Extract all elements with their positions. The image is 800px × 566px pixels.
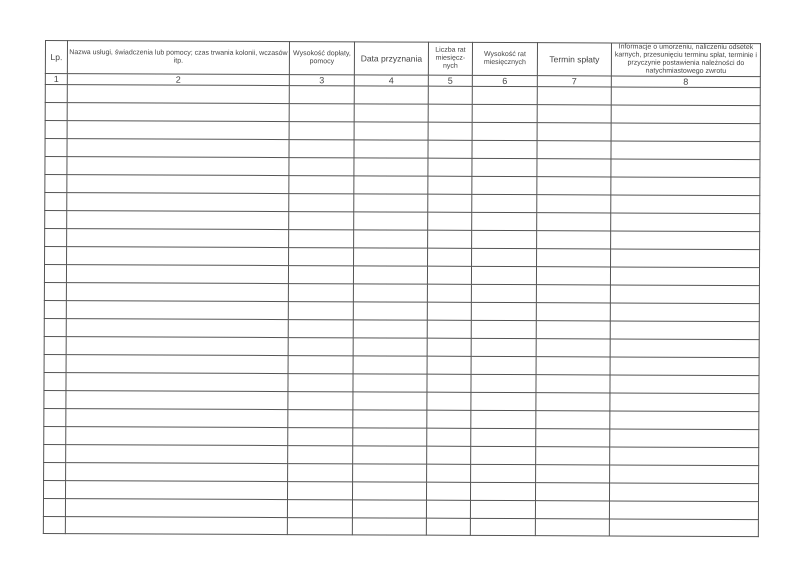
table-cell[interactable] bbox=[537, 195, 611, 213]
table-cell[interactable] bbox=[610, 357, 759, 376]
table-cell[interactable] bbox=[352, 482, 426, 500]
table-cell[interactable] bbox=[289, 122, 354, 140]
table-cell[interactable] bbox=[610, 303, 759, 322]
table-cell[interactable] bbox=[471, 338, 536, 356]
table-cell[interactable] bbox=[354, 158, 428, 176]
table-cell[interactable] bbox=[353, 320, 427, 338]
table-cell[interactable] bbox=[471, 464, 536, 482]
table-cell[interactable] bbox=[67, 139, 289, 158]
table-row bbox=[43, 516, 758, 536]
table-cell[interactable] bbox=[536, 285, 610, 303]
table-cell[interactable] bbox=[353, 428, 427, 446]
table-cell[interactable] bbox=[471, 302, 536, 320]
table-cell[interactable] bbox=[44, 336, 66, 354]
blank-rows bbox=[43, 85, 760, 537]
table-cell[interactable] bbox=[66, 373, 288, 392]
table-cell[interactable] bbox=[352, 500, 426, 518]
table-cell[interactable] bbox=[537, 123, 611, 141]
table-cell[interactable] bbox=[471, 320, 536, 338]
table-cell[interactable] bbox=[353, 392, 427, 410]
table-cell[interactable] bbox=[427, 464, 471, 482]
table-cell[interactable] bbox=[66, 427, 288, 446]
table-cell[interactable] bbox=[610, 465, 759, 484]
table-cell[interactable] bbox=[472, 194, 537, 212]
table-cell[interactable] bbox=[65, 517, 287, 535]
table-cell[interactable] bbox=[471, 266, 536, 284]
table-cell[interactable] bbox=[427, 392, 471, 410]
column-number: 4 bbox=[354, 75, 428, 86]
column-number: 1 bbox=[45, 74, 67, 85]
table-cell[interactable] bbox=[611, 195, 760, 214]
header-grant-date: Data przyznania bbox=[354, 42, 428, 75]
table-cell[interactable] bbox=[44, 462, 66, 480]
table-cell[interactable] bbox=[289, 230, 354, 248]
table-cell[interactable] bbox=[535, 501, 609, 519]
table-cell[interactable] bbox=[536, 339, 610, 357]
table-cell[interactable] bbox=[472, 212, 537, 230]
table-cell[interactable] bbox=[288, 284, 353, 302]
table-cell[interactable] bbox=[537, 87, 611, 105]
table-cell[interactable] bbox=[67, 211, 289, 230]
table-cell[interactable] bbox=[428, 230, 472, 248]
table-cell[interactable] bbox=[537, 213, 611, 231]
table-cell[interactable] bbox=[610, 267, 759, 286]
table-cell[interactable] bbox=[353, 284, 427, 302]
table-cell[interactable] bbox=[288, 464, 353, 482]
table-cell[interactable] bbox=[45, 121, 67, 139]
table-cell[interactable] bbox=[67, 229, 289, 248]
table-cell[interactable] bbox=[427, 284, 471, 302]
table-cell[interactable] bbox=[45, 175, 67, 193]
column-number: 5 bbox=[428, 75, 472, 86]
table-cell[interactable] bbox=[66, 445, 288, 464]
table-cell[interactable] bbox=[66, 283, 288, 302]
table-cell[interactable] bbox=[67, 247, 289, 266]
table-cell[interactable] bbox=[289, 86, 354, 104]
table-cell[interactable] bbox=[45, 193, 67, 211]
header-repayment-date: Termin spłaty bbox=[537, 43, 611, 76]
table-cell[interactable] bbox=[287, 500, 352, 518]
table-cell[interactable] bbox=[289, 194, 354, 212]
table-cell[interactable] bbox=[427, 428, 471, 446]
table-cell[interactable] bbox=[354, 230, 428, 248]
table-cell[interactable] bbox=[354, 104, 428, 122]
table-cell[interactable] bbox=[67, 85, 289, 104]
table-cell[interactable] bbox=[471, 410, 536, 428]
table-cell[interactable] bbox=[428, 104, 472, 122]
table-cell[interactable] bbox=[288, 320, 353, 338]
table-cell[interactable] bbox=[610, 285, 759, 304]
column-number: 7 bbox=[537, 76, 611, 87]
table-cell[interactable] bbox=[428, 248, 472, 266]
table-cell[interactable] bbox=[471, 284, 536, 302]
table-cell[interactable] bbox=[45, 85, 67, 103]
table-cell[interactable] bbox=[537, 231, 611, 249]
header-installment-count: Liczba rat miesięcz- nych bbox=[428, 42, 472, 75]
header-lp: Lp. bbox=[45, 41, 67, 74]
table-cell[interactable] bbox=[536, 411, 610, 429]
table-cell[interactable] bbox=[288, 428, 353, 446]
table-cell[interactable] bbox=[288, 392, 353, 410]
table-cell[interactable] bbox=[66, 391, 288, 410]
table-cell[interactable] bbox=[611, 159, 760, 178]
table-cell[interactable] bbox=[427, 374, 471, 392]
table-cell[interactable] bbox=[353, 374, 427, 392]
table-cell[interactable] bbox=[65, 481, 287, 500]
header-service-name: Nazwa usługi, świadczenia lub pomocy; czas trwania kolonii, wczasów itp. bbox=[67, 41, 289, 75]
table-cell[interactable] bbox=[426, 518, 470, 535]
table-cell[interactable] bbox=[289, 104, 354, 122]
table-cell[interactable] bbox=[472, 158, 537, 176]
table-cell[interactable] bbox=[610, 447, 759, 466]
table-cell[interactable] bbox=[472, 248, 537, 266]
table-cell[interactable] bbox=[428, 176, 472, 194]
table-cell[interactable] bbox=[354, 140, 428, 158]
table-cell[interactable] bbox=[353, 464, 427, 482]
table-cell[interactable] bbox=[537, 105, 611, 123]
table-cell[interactable] bbox=[66, 463, 288, 482]
table-cell[interactable] bbox=[66, 319, 288, 338]
table-cell[interactable] bbox=[427, 302, 471, 320]
table-cell[interactable] bbox=[288, 410, 353, 428]
table-cell[interactable] bbox=[65, 499, 287, 518]
header-installment-amount: Wysokość rat miesięcznych bbox=[472, 42, 537, 75]
table-cell[interactable] bbox=[470, 500, 535, 518]
header-remarks: Informacje o umorzeniu, naliczeniu odsetek karnych, przesunięciu terminu spłat, terminie i przyczynie postawienia należności do natychmiastowego zwrotu bbox=[611, 43, 760, 77]
table-cell[interactable] bbox=[611, 249, 760, 268]
table-cell[interactable] bbox=[353, 356, 427, 374]
table-cell[interactable] bbox=[44, 282, 66, 300]
table-cell[interactable] bbox=[610, 429, 759, 448]
table-cell[interactable] bbox=[66, 265, 288, 284]
table-cell[interactable] bbox=[537, 177, 611, 195]
table-cell[interactable] bbox=[611, 213, 760, 232]
table-cell[interactable] bbox=[427, 320, 471, 338]
table-cell[interactable] bbox=[535, 483, 609, 501]
table-cell[interactable] bbox=[354, 194, 428, 212]
table-cell[interactable] bbox=[354, 212, 428, 230]
table-cell[interactable] bbox=[536, 393, 610, 411]
table-cell[interactable] bbox=[45, 103, 67, 121]
table-cell[interactable] bbox=[471, 428, 536, 446]
table-cell[interactable] bbox=[471, 392, 536, 410]
column-number: 8 bbox=[611, 76, 760, 88]
table-cell[interactable] bbox=[66, 409, 288, 428]
table-cell[interactable] bbox=[610, 321, 759, 340]
table-cell[interactable] bbox=[428, 122, 472, 140]
table-cell[interactable] bbox=[472, 86, 537, 104]
table-cell[interactable] bbox=[537, 249, 611, 267]
column-number: 2 bbox=[67, 74, 289, 86]
table-cell[interactable] bbox=[471, 374, 536, 392]
column-number: 6 bbox=[472, 75, 537, 86]
table-cell[interactable] bbox=[537, 141, 611, 159]
table-cell[interactable] bbox=[537, 159, 611, 177]
table-cell[interactable] bbox=[536, 303, 610, 321]
table-cell[interactable] bbox=[428, 158, 472, 176]
table-cell[interactable] bbox=[353, 338, 427, 356]
table-cell[interactable] bbox=[353, 410, 427, 428]
table-cell[interactable] bbox=[610, 375, 759, 394]
loan-register-table bbox=[43, 40, 761, 537]
table-cell[interactable] bbox=[44, 426, 66, 444]
table-cell[interactable] bbox=[472, 104, 537, 122]
table-cell[interactable] bbox=[288, 266, 353, 284]
table-cell[interactable] bbox=[610, 339, 759, 358]
table-cell[interactable] bbox=[353, 302, 427, 320]
table-cell[interactable] bbox=[43, 498, 65, 516]
table-cell[interactable] bbox=[66, 355, 288, 374]
table-cell[interactable] bbox=[44, 408, 66, 426]
table-cell[interactable] bbox=[44, 318, 66, 336]
table-cell[interactable] bbox=[536, 321, 610, 339]
table-cell[interactable] bbox=[470, 518, 535, 535]
table-cell[interactable] bbox=[611, 87, 760, 106]
table-cell[interactable] bbox=[289, 176, 354, 194]
table-cell[interactable] bbox=[536, 267, 610, 285]
table-cell[interactable] bbox=[611, 123, 760, 142]
table-cell[interactable] bbox=[354, 86, 428, 104]
table-cell[interactable] bbox=[354, 122, 428, 140]
table-cell[interactable] bbox=[427, 446, 471, 464]
table-cell[interactable] bbox=[472, 176, 537, 194]
table-cell[interactable] bbox=[44, 372, 66, 390]
table-cell[interactable] bbox=[610, 393, 759, 412]
table-cell[interactable] bbox=[45, 247, 67, 265]
table-cell[interactable] bbox=[287, 518, 352, 535]
table-cell[interactable] bbox=[44, 354, 66, 372]
table-cell[interactable] bbox=[536, 465, 610, 483]
table-cell[interactable] bbox=[609, 483, 758, 502]
header-row bbox=[45, 41, 760, 77]
table-cell[interactable] bbox=[472, 230, 537, 248]
table-cell[interactable] bbox=[67, 121, 289, 140]
table-cell[interactable] bbox=[67, 193, 289, 212]
table-cell[interactable] bbox=[427, 356, 471, 374]
table-cell[interactable] bbox=[43, 516, 65, 533]
table-cell[interactable] bbox=[472, 122, 537, 140]
table-cell[interactable] bbox=[44, 390, 66, 408]
table-cell[interactable] bbox=[44, 444, 66, 462]
table-cell[interactable] bbox=[428, 86, 472, 104]
table-cell[interactable] bbox=[353, 266, 427, 284]
table-cell[interactable] bbox=[289, 140, 354, 158]
table-cell[interactable] bbox=[45, 229, 67, 247]
table-cell[interactable] bbox=[289, 158, 354, 176]
table-cell[interactable] bbox=[471, 356, 536, 374]
table-cell[interactable] bbox=[427, 410, 471, 428]
table-cell[interactable] bbox=[609, 519, 758, 537]
table-cell[interactable] bbox=[44, 300, 66, 318]
table-cell[interactable] bbox=[353, 446, 427, 464]
table-cell[interactable] bbox=[67, 103, 289, 122]
table-cell[interactable] bbox=[611, 105, 760, 124]
table-cell[interactable] bbox=[536, 357, 610, 375]
table-cell[interactable] bbox=[428, 140, 472, 158]
header-amount: Wysokość dopłaty, pomocy bbox=[289, 42, 354, 75]
table-cell[interactable] bbox=[45, 211, 67, 229]
table-cell[interactable] bbox=[471, 446, 536, 464]
table-cell[interactable] bbox=[427, 266, 471, 284]
table-cell[interactable] bbox=[470, 482, 535, 500]
column-number: 3 bbox=[289, 75, 354, 86]
table-cell[interactable] bbox=[427, 338, 471, 356]
table-cell[interactable] bbox=[472, 140, 537, 158]
table-cell[interactable] bbox=[44, 265, 66, 283]
table-cell[interactable] bbox=[67, 157, 289, 176]
table-cell[interactable] bbox=[536, 447, 610, 465]
table-cell[interactable] bbox=[288, 338, 353, 356]
table-cell[interactable] bbox=[611, 141, 760, 160]
table-cell[interactable] bbox=[288, 446, 353, 464]
table-cell[interactable] bbox=[611, 177, 760, 196]
table-cell[interactable] bbox=[611, 231, 760, 250]
table-cell[interactable] bbox=[45, 157, 67, 175]
table-cell[interactable] bbox=[354, 248, 428, 266]
table-cell[interactable] bbox=[536, 429, 610, 447]
table-cell[interactable] bbox=[66, 337, 288, 356]
table-cell[interactable] bbox=[428, 212, 472, 230]
table-cell[interactable] bbox=[287, 482, 352, 500]
table-cell[interactable] bbox=[66, 301, 288, 320]
table-cell[interactable] bbox=[428, 194, 472, 212]
table-cell[interactable] bbox=[535, 519, 609, 536]
table-cell[interactable] bbox=[426, 482, 470, 500]
table-cell[interactable] bbox=[43, 480, 65, 498]
table-cell[interactable] bbox=[288, 356, 353, 374]
table-cell[interactable] bbox=[609, 501, 758, 520]
table-cell[interactable] bbox=[610, 411, 759, 430]
table-cell[interactable] bbox=[288, 302, 353, 320]
table-cell[interactable] bbox=[536, 375, 610, 393]
table-cell[interactable] bbox=[354, 176, 428, 194]
table-cell[interactable] bbox=[352, 518, 426, 535]
table-cell[interactable] bbox=[289, 248, 354, 266]
table-cell[interactable] bbox=[289, 212, 354, 230]
table-cell[interactable] bbox=[288, 374, 353, 392]
table-cell[interactable] bbox=[45, 139, 67, 157]
table-cell[interactable] bbox=[426, 500, 470, 518]
table-cell[interactable] bbox=[67, 175, 289, 194]
